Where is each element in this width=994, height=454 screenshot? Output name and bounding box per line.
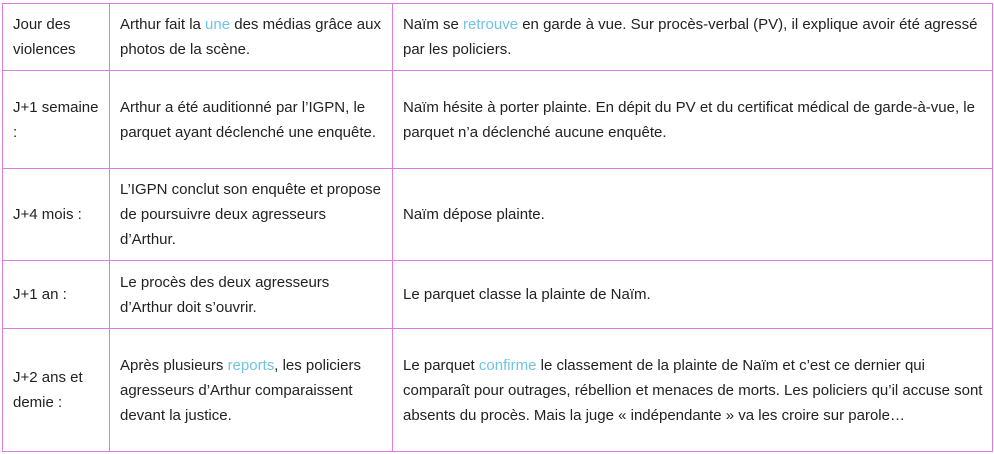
date-cell: J+4 mois : — [3, 169, 110, 261]
arthur-cell — [110, 4, 393, 71]
arthur-cell — [110, 329, 393, 452]
cell-text: Après plusieurs — [120, 356, 228, 374]
table-row — [3, 71, 993, 169]
date-cell: Jour des violences — [3, 4, 110, 71]
arthur-cell: Arthur a été auditionné par l’IGPN, le parquet ayant déclenché une enquête. — [110, 71, 393, 169]
cell-text: Arthur fait la — [120, 16, 206, 33]
link-retrouve[interactable]: retrouve — [463, 16, 519, 33]
date-cell: J+1 an : — [3, 261, 110, 329]
cell-text: Naïm se — [403, 16, 464, 33]
naim-cell — [393, 329, 993, 452]
table-row — [3, 329, 993, 452]
table-row — [3, 261, 993, 329]
naim-cell: Naïm dépose plainte. — [393, 169, 993, 261]
cell-text: le classement de la plainte de Naïm et c’est ce dernier qui comparaît pour outrages, rébellion et menaces de morts. Les policiers qu’il accuse sont absents du procès. Mais la juge « indépendante » va les croire sur parole… — [403, 356, 983, 424]
cell-text: Le parquet — [403, 356, 479, 374]
date-cell: J+1 semaine : — [3, 71, 110, 169]
arthur-cell: L’IGPN conclut son enquête et propose de poursuivre deux agresseurs d’Arthur. — [110, 169, 393, 261]
cell-text: , les policiers agresseurs d’Arthur comparaissent devant la justice. — [120, 356, 361, 424]
naim-cell: Le parquet classe la plainte de Naïm. — [393, 261, 993, 329]
arthur-cell: Le procès des deux agresseurs d’Arthur doit s’ouvrir. — [110, 261, 393, 329]
link-confirme[interactable]: confirme — [478, 356, 537, 374]
cell-text: en garde à vue. Sur procès-verbal (PV), il explique avoir été agressé par les policiers. — [403, 16, 978, 58]
table-row — [3, 169, 993, 261]
date-cell: J+2 ans et demie : — [3, 329, 110, 452]
table-row — [3, 4, 993, 71]
link-une[interactable]: une — [205, 16, 231, 33]
naim-cell — [393, 4, 993, 71]
link-reports[interactable]: reports — [227, 356, 275, 374]
cell-text: des médias grâce aux photos de la scène. — [120, 16, 381, 58]
naim-cell: Naïm hésite à porter plainte. En dépit du PV et du certificat médical de garde-à-vue, le parquet n’a déclenché aucune enquête. — [393, 71, 993, 169]
comparison-timeline-table — [2, 3, 993, 452]
